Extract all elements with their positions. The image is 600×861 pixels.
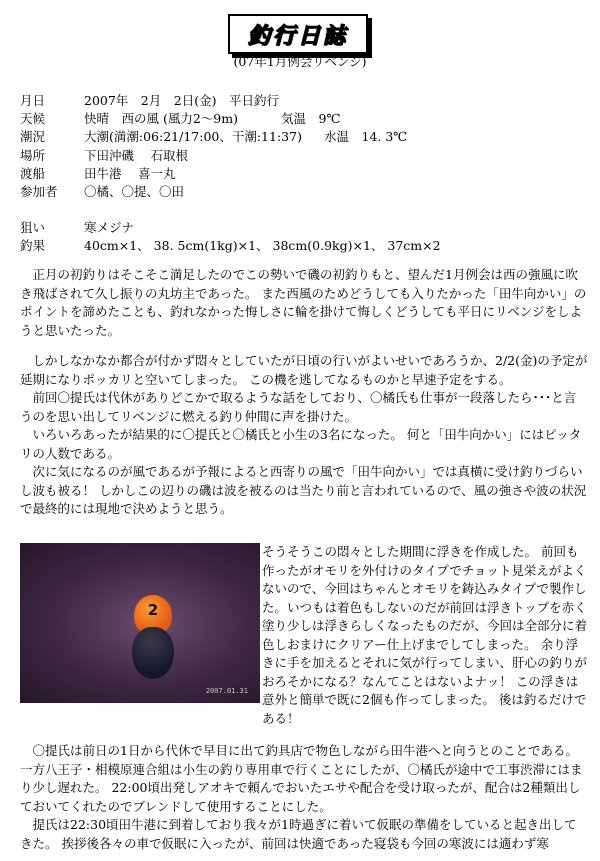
float-body [132, 627, 174, 679]
date-label: 月日 [20, 93, 46, 108]
tide-label: 潮況 [20, 129, 46, 145]
members-label: 参加者 [20, 183, 58, 199]
paragraph-3: 前回〇提氏は代休がありどこかで取るような話をしており、〇橘氏も仕事が一段落したら･･･と言うのを思い出してリベンジに燃える釣り仲間に声を掛けた。 [20, 390, 577, 424]
weather-value: 快晴 西の風 (風力2～9m) [84, 111, 238, 127]
water-temp: 水温 14. 3℃ [324, 129, 408, 145]
members-value: 〇橘、〇提、〇田 [84, 183, 185, 199]
paragraph-8: 提氏は22:30頃田牛港に到着しており我々が1時過ぎに着いて仮眠の準備をしていると起き出してきた。 挨拶後各々の車で仮眠に入ったが、前回は快適であった寝袋も今回の寒波には適わず寒 [20, 817, 577, 851]
place-label: 場所 [20, 147, 46, 163]
paragraph-4: いろいろあったが結果的に〇提氏と〇橘氏と小生の3名になった。 何と「田牛向かい」にはピッタリの人数である。 [20, 427, 582, 461]
paragraph-2: しかしなかなか都合が付かず悶々としていたが日頃の行いがよいせいであろうか、2/2(金)の予定が延期になりポッカリと空いてしまった。 この機を逃してなるものかと早速予定をする。 [20, 353, 588, 387]
boat-value: 田牛港 喜一丸 [84, 165, 176, 181]
paragraph-7: 〇提氏は前日の1日から代休で早目に出て釣具店で物色しながら田牛港へと向うとのことである。 一方八王子・相模原連合組は小生の釣り専用車で行くことにしたが、〇橘氏が途中で工事渋滞にはまり少し遅れた。 22:00頃出発しアオキで頼んでおいたエサや配合を受け取ったが、配合は2種類出しておいてくれたのでブレンドして使用することにした。 [20, 743, 583, 814]
float-photo [20, 543, 260, 703]
paragraph-1: 正月の初釣りはそこそこ満足したのでこの勢いで磯の初釣りもと、望んだ1月例会は西の強風に吹き飛ばされて久し振りの丸坊主であった。 また西風のためどうしても入りたかった「田牛向かい」のポイントを諦めたことも、釣れなかった悔しさに輪を掛けて悔しくどうしても平日にリベンジをしようと思いたった。 [20, 267, 587, 338]
target-label: 狙い [20, 220, 46, 236]
result-label: 釣果 [20, 238, 46, 254]
result-value: 40cm×1、 38. 5cm(1kg)×1、 38cm(0.9kg)×1、 37cm×2 [84, 238, 441, 254]
paragraph-6: そうそうこの悶々とした期間に浮きを作成した。 前回も作ったがオモリを外付けのタイプでチョット見栄えがよくないので、今回はちゃんとオモリを鋳込みタイプで製作した。いつもは着色もしないのだが前回は浮きトップを赤く塗り少しは浮きらしくなったものだが、今回は全部分に着色しおまけにクリアー仕上げまでしてしまった。 余り浮きに手を加えるとそれに気が行ってしまい、肝心の釣りがおろそかになる？なんてことはないよナッ！ この浮きは意外と簡単で既に2個も作ってしまった。 後は釣るだけである！ [262, 544, 588, 726]
photo-timestamp: 2007.01.31 [205, 687, 248, 695]
paragraph-5: 次に気になるのが風であるが予報によると西寄りの風で「田牛向かい」では真横に受け釣りづらいし波も被る！ しかしこの辺りの磯は波を被るのは当たり前と言われているので、風の強さや波の状況で最終的には現地で決めようと思う。 [20, 464, 587, 516]
date-value: 2007年 2月 2日(金) 平日釣行 [84, 93, 279, 108]
boat-label: 渡船 [20, 165, 46, 181]
air-temp: 気温 9℃ [281, 111, 341, 127]
tide-value: 大潮(満潮:06:21/17:00、干潮:11:37) [84, 129, 302, 145]
weather-label: 天候 [20, 111, 46, 127]
page-subtitle: (07年1月例会リベンジ) [233, 54, 367, 69]
page-title: 釣行日誌 [228, 14, 368, 54]
float-mark: 2 [147, 601, 159, 619]
target-value: 寒メジナ [84, 220, 135, 236]
place-value: 下田沖磯 石取根 [84, 147, 188, 163]
